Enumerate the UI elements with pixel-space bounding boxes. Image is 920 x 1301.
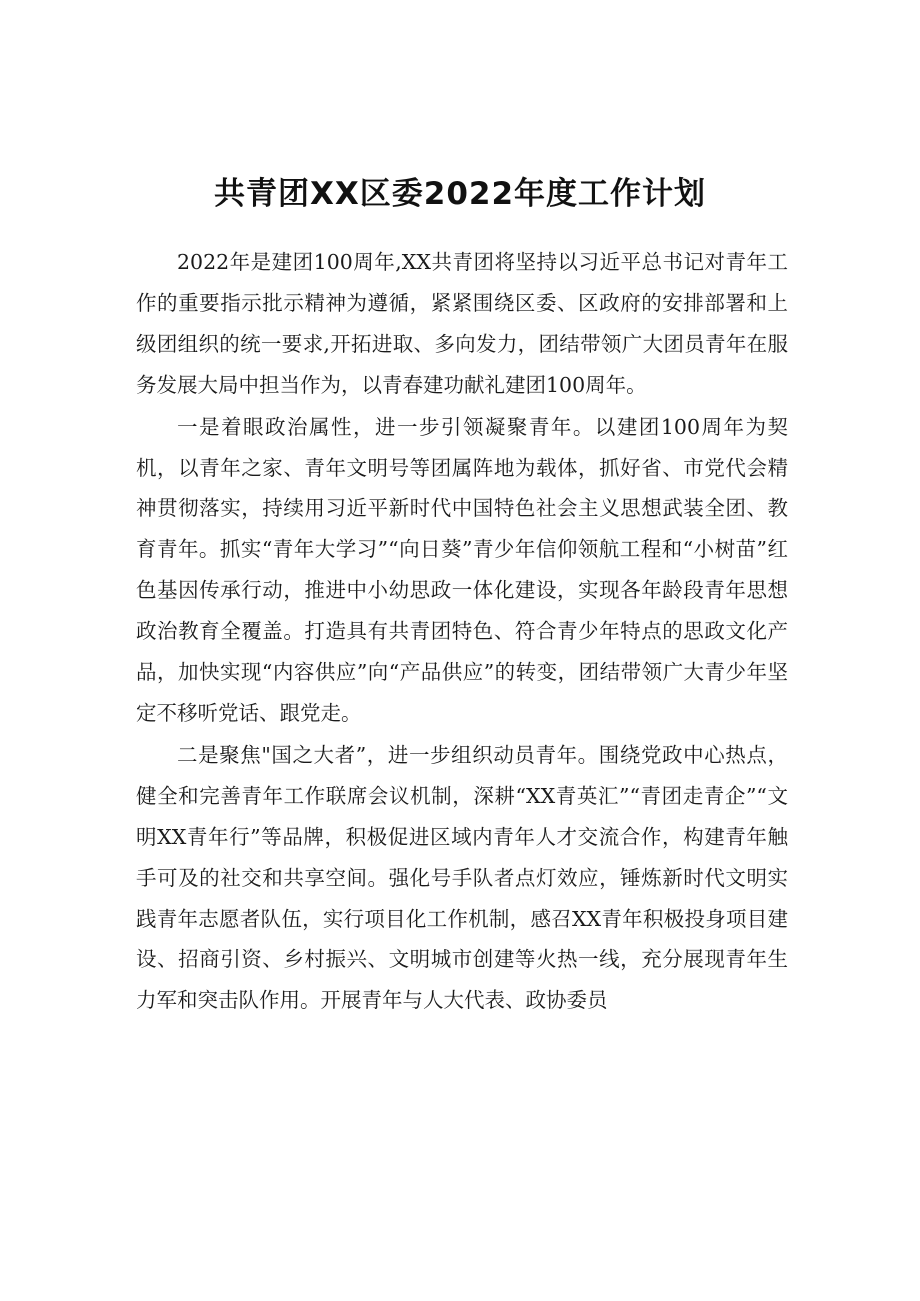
document-title: 共青团XX区委2022年度工作计划: [213, 176, 707, 212]
paragraph-political: 一是着眼政治属性，进一步引领凝聚青年。以建团100周年为契机，以青年之家、青年文明号等团属阵地为载体，抓好省、市党代会精神贯彻落实，持续用习近平新时代中国特色社会主义思想武装全团、教育青年。抓实“青年大学习”“向日葵”青少年信仰领航工程和“小树苗”红色基因传承行动，推进中小幼思政一体化建设，实现各年龄段青年思想政治教育全覆盖。打造具有共青团特色、符合青少年特点的思政文化产品，加快实现“内容供应”向“产品供应”的转变，团结带领广大青少年坚定不移听党话、跟党走。: [136, 414, 788, 725]
paragraph-mobilize: 二是聚焦"国之大者”，进一步组织动员青年。围绕党政中心热点，健全和完善青年工作联席会议机制，深耕“XX青英汇”“青团走青企”“文明XX青年行”等品牌，积极促进区域内青年人才交流合作，构建青年触手可及的社交和共享空间。强化号手队者点灯效应，锤炼新时代文明实践青年志愿者队伍，实行项目化工作机制，感召XX青年积极投身项目建设、招商引资、乡村振兴、文明城市创建等火热一线，充分展现青年生力军和突击队作用。开展青年与人大代表、政协委员: [136, 742, 788, 1013]
paragraph-intro: 2022年是建团100周年,XX共青团将坚持以习近平总书记对青年工作的重要指示批示精神为遵循，紧紧围绕区委、区政府的安排部署和上级团组织的统一要求,开拓进取、多向发力，团结带领广大团员青年在服务发展大局中担当作为，以青春建功献礼建团100周年。: [136, 250, 788, 397]
document-body: [136, 242, 788, 1022]
